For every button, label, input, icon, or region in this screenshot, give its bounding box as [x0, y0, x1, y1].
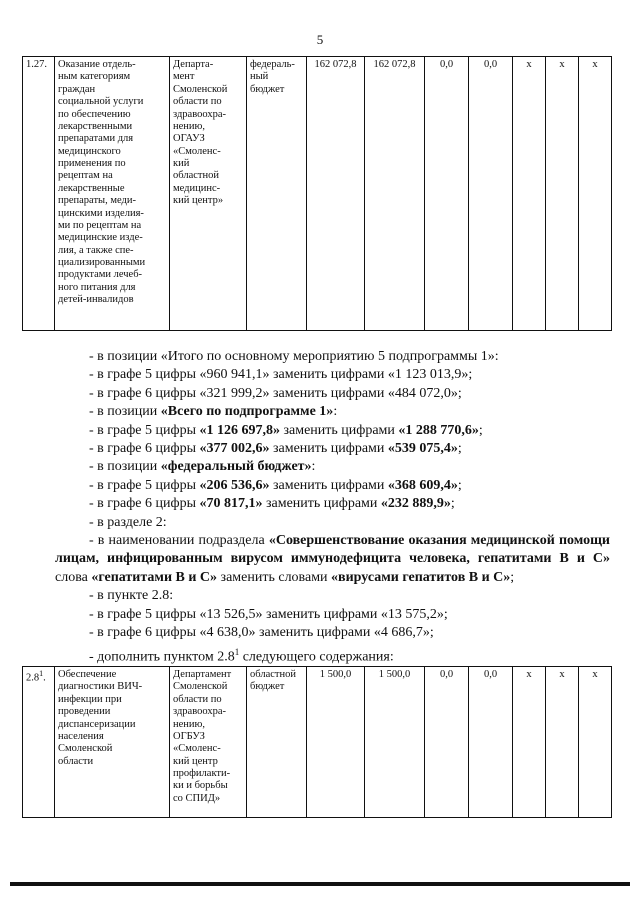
text-line: - в графе 6 цифры «377 002,6» заменить цифрами «539 075,4»;	[89, 441, 462, 457]
year3-amount: 0,0	[469, 667, 513, 818]
text-line: - в разделе 2:	[89, 514, 167, 530]
text-line: - в пункте 2.8:	[89, 588, 174, 604]
program-table-row-2-8-1	[22, 666, 612, 818]
indicator-x2: х	[546, 57, 579, 331]
year1-amount: 1 500,0	[365, 667, 425, 818]
text-line: - в графе 5 цифры «206 536,6» заменить цифрами «368 609,4»;	[89, 477, 462, 493]
amendment-text	[55, 348, 610, 667]
row-number: 1.27.	[23, 57, 55, 331]
text-line: - в графе 6 цифры «70 817,1» заменить цифрами «232 889,9»;	[89, 496, 455, 512]
text-line: - в позиции «федеральный бюджет»:	[89, 459, 316, 475]
indicator-x3: х	[579, 667, 612, 818]
text-line: - в графе 5 цифры «960 941,1» заменить цифрами «1 123 013,9»;	[89, 367, 473, 383]
indicator-x1: х	[513, 667, 546, 818]
year2-amount: 0,0	[425, 57, 469, 331]
year2-amount: 0,0	[425, 667, 469, 818]
activity-name: Оказание отдель- ным категориям граждан социальной услуги по обеспечению лекарственными препаратами для медицинского применения по рецептам на лекарственные препараты, меди- цинскими изделия- ми по рецептам на медицинские изде- лия, а также спе- циализированными продуктами лечеб- ного питания для детей-инвалидов	[55, 57, 170, 331]
indicator-x3: х	[579, 57, 612, 331]
page-bottom-bar	[10, 882, 630, 886]
indicator-x1: х	[513, 57, 546, 331]
activity-name: Обеспечение диагностики ВИЧ- инфекции при проведении диспансеризации населения Смоленской области	[55, 667, 170, 818]
executor: Департамент Смоленской области по здравоохра- нению, ОГБУЗ «Смоленс- кий центр профилакти- ки и борьбы со СПИД»	[170, 667, 247, 818]
text-line: - в позиции «Итого по основному мероприятию 5 подпрограммы 1»:	[89, 349, 499, 364]
text-line: - дополнить пунктом $2.8^1$ следующего содержания:	[89, 646, 394, 665]
funding-source: федераль- ный бюджет	[247, 57, 307, 331]
text-line: - в графе 5 цифры «1 126 697,8» заменить цифрами «1 288 770,6»;	[89, 422, 483, 438]
row-number: $2.8^1$.	[23, 667, 55, 818]
text-line: - в позиции «Всего по подпрограмме 1»:	[89, 404, 338, 420]
text-line: - в графе 6 цифры «4 638,0» заменить цифрами «4 686,7»;	[89, 625, 434, 641]
text-line: - в графе 5 цифры «13 526,5» заменить цифрами «13 575,2»;	[89, 606, 448, 622]
total-amount: 162 072,8	[307, 57, 365, 331]
executor: Департа- мент Смоленской области по здравоохра- нению, ОГАУЗ «Смоленс- кий областной медицинс- кий центр»	[170, 57, 247, 331]
year1-amount: 162 072,8	[365, 57, 425, 331]
subsection-paragraph: - в наименовании подраздела «Совершенствование оказания медицинской помощи лицам, инфицированным вирусом иммунодефицита человека, гепатитами В и С» слова «гепатитами В и С» заменить словами «вирусами гепатитов В и С»;	[55, 533, 610, 585]
year3-amount: 0,0	[469, 57, 513, 331]
indicator-x2: х	[546, 667, 579, 818]
funding-source: областной бюджет	[247, 667, 307, 818]
total-amount: 1 500,0	[307, 667, 365, 818]
text-line: - в графе 6 цифры «321 999,2» заменить цифрами «484 072,0»;	[89, 385, 462, 401]
page-number: 5	[316, 32, 324, 47]
program-table-row-1-27	[22, 56, 612, 331]
